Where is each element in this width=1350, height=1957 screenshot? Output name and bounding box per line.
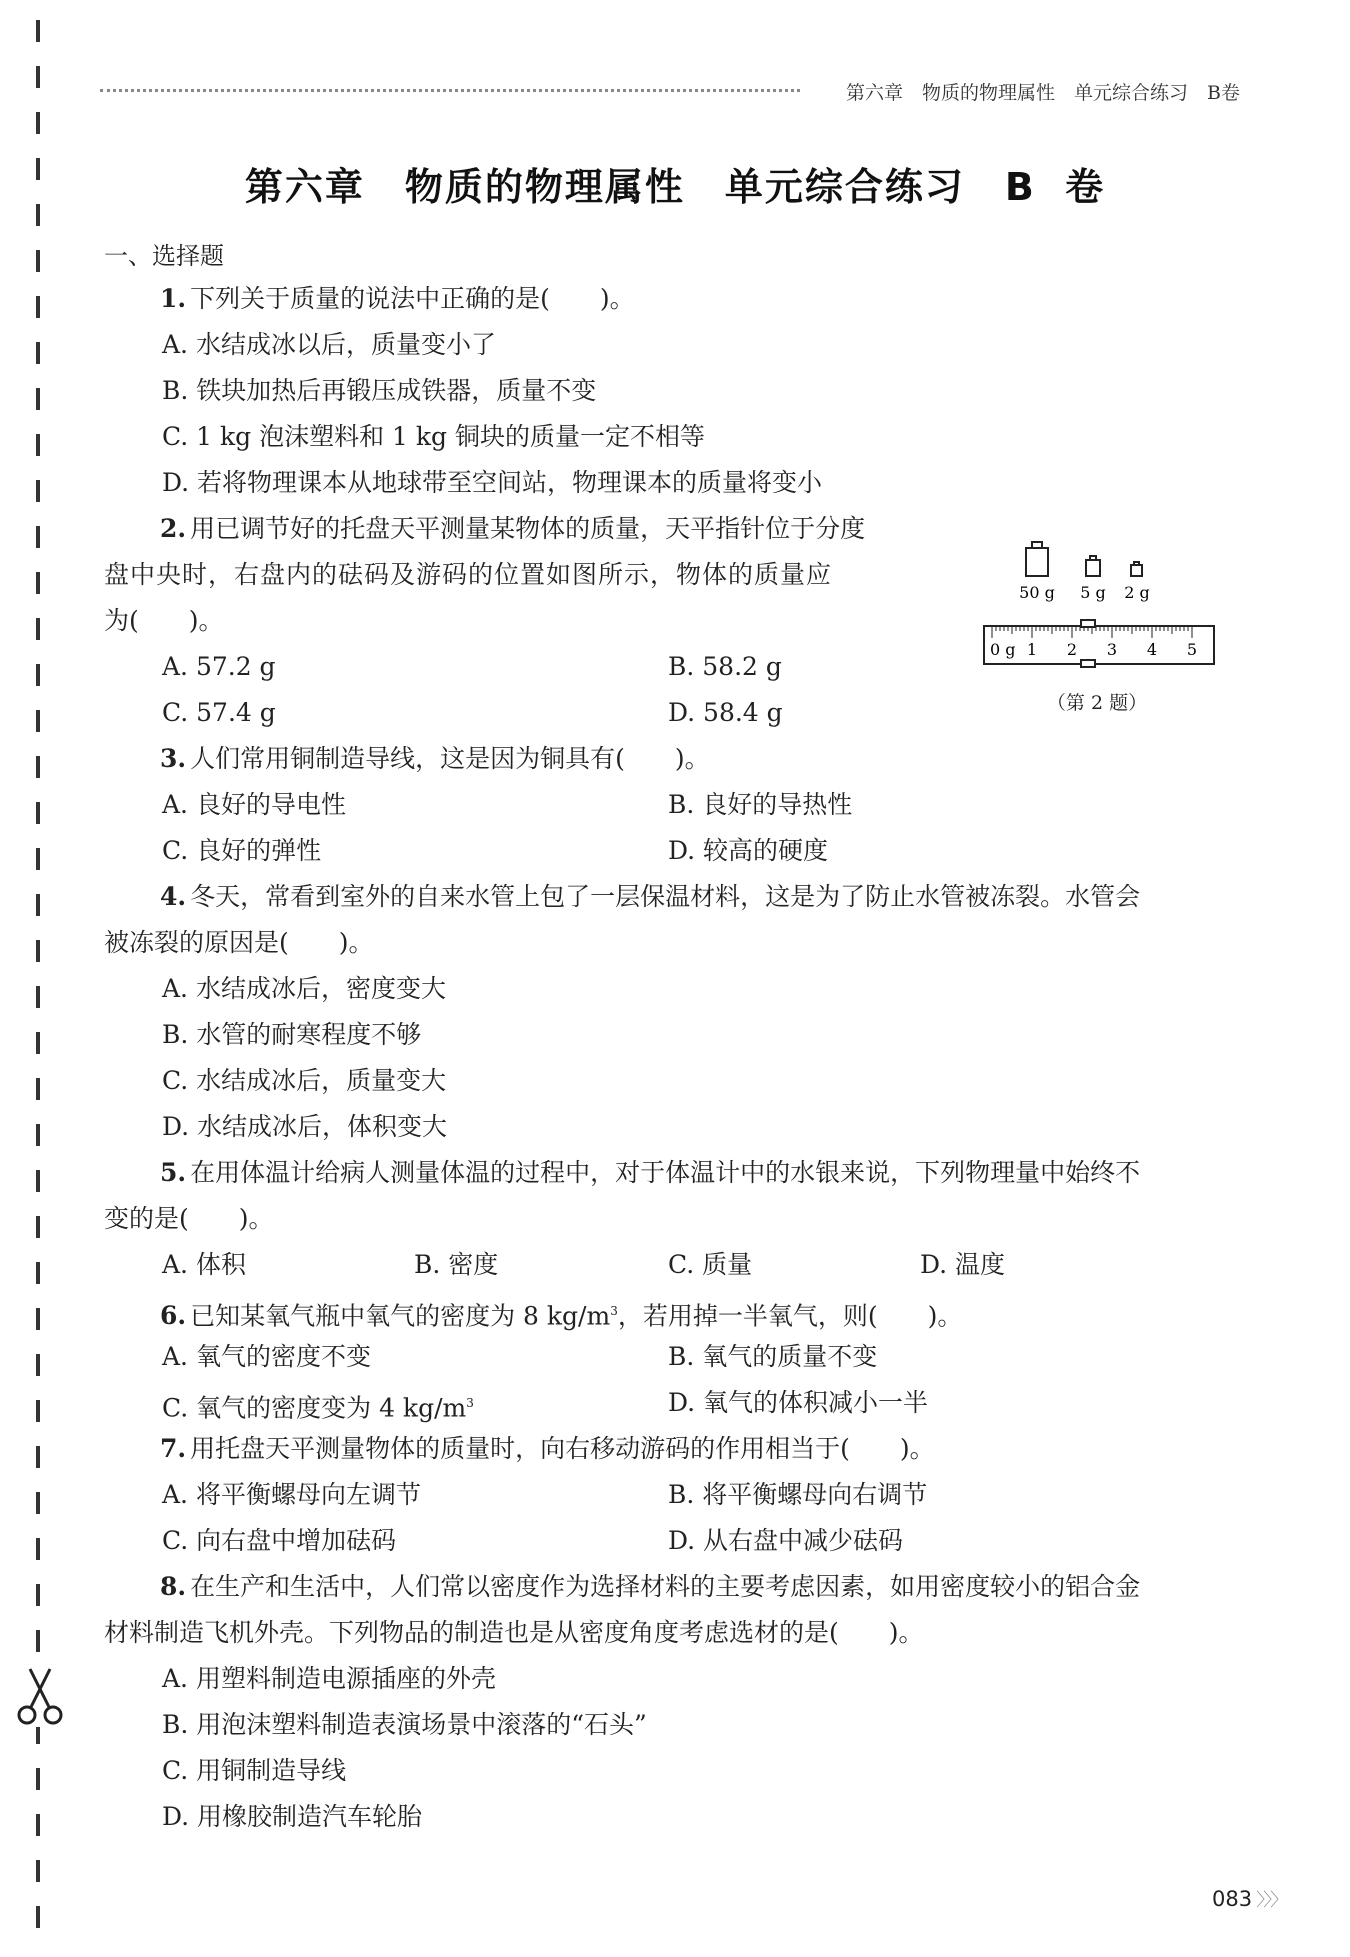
question-number: 2. [160,514,187,543]
question-8-stem-line2: 材料制造飞机外壳。下列物品的制造也是从密度角度考虑选材的是( )。 [104,1618,924,1647]
question-number: 7. [160,1434,187,1463]
question-number: 3. [160,744,187,773]
chevron-right-icon: 〉〉〉 [1256,1890,1287,1911]
question-5-stem-line1: 5. 在用体温计给病人测量体温的过程中，对于体温计中的水银来说，下列物理量中始终不 [160,1158,1141,1187]
q5-option-a: A. 体积 [162,1250,246,1279]
question-number: 5. [160,1158,187,1187]
rider-scale [984,626,1214,664]
q1-option-a: A. 水结成冰以后，质量变小了 [162,330,496,359]
q3-option-a: A. 良好的导电性 [162,790,346,819]
scale-label: 3 [1106,640,1118,659]
scale-label: 5 [1186,640,1198,659]
scale-label: 1 [1026,640,1038,659]
q3-option-b: B. 良好的导热性 [668,790,853,819]
cut-line [36,20,40,1940]
question-2-stem-line1: 2. 用已调节好的托盘天平测量某物体的质量，天平指针位于分度 [160,514,866,543]
superscript: 3 [610,1304,618,1318]
figure-caption: （第 2 题） [1046,692,1148,714]
q7-option-c: C. 向右盘中增加砝码 [162,1526,397,1555]
question-2-stem-line2: 盘中央时，右盘内的砝码及游码的位置如图所示，物体的质量应 [104,560,833,589]
q6-option-a: A. 氧气的密度不变 [162,1342,371,1371]
question-2-stem-line3: 为( )。 [104,606,224,635]
rider-top [1081,620,1095,627]
question-number: 6. [160,1301,187,1331]
q4-option-b: B. 水管的耐寒程度不够 [162,1020,422,1049]
q5-option-b: B. 密度 [414,1250,499,1279]
q2-option-c: C. 57.4 g [162,698,276,727]
q3-option-c: C. 良好的弹性 [162,836,322,865]
question-number: 4. [160,882,187,911]
question-8-stem-line1: 8. 在生产和生活中，人们常以密度作为选择材料的主要考虑因素，如用密度较小的铝合金 [160,1572,1141,1601]
scissors-icon [16,1665,64,1727]
question-3-stem: 3. 人们常用铜制造导线，这是因为铜具有( )。 [160,744,710,773]
question-7-stem: 7. 用托盘天平测量物体的质量时，向右移动游码的作用相当于( )。 [160,1434,935,1463]
q8-option-c: C. 用铜制造导线 [162,1756,347,1785]
q6-option-c: C. 氧气的密度变为 4 $kg/m^3$ [162,1393,474,1423]
q3-option-d: D. 较高的硬度 [668,836,829,865]
q1-option-c: C. 1 kg 泡沫塑料和 1 kg 铜块的质量一定不相等 [162,422,705,451]
q8-option-a: A. 用塑料制造电源插座的外壳 [162,1664,496,1693]
q8-option-b: B. 用泡沫塑料制造表演场景中滚落的“石头” [162,1710,647,1739]
page-number: 083 〉〉〉 [1212,1887,1287,1911]
q1-option-d: D. 若将物理课本从地球带至空间站，物理课本的质量将变小 [162,468,823,497]
weights-and-rider-diagram [974,538,1220,678]
running-header [100,78,1240,104]
running-title: 第六章 物质的物理属性 单元综合练习 B卷 [846,82,1240,104]
question-6-stem: 6. 已知某氧气瓶中氧气的密度为 8 $kg/m^3$，若用掉一半氧气，则( )。 [160,1301,963,1331]
q7-option-a: A. 将平衡螺母向左调节 [162,1480,421,1509]
section-heading: 一、选择题 [104,242,224,270]
question-4-stem-line1: 4. 冬天，常看到室外的自来水管上包了一层保温材料，这是为了防止水管被冻裂。水管会 [160,882,1141,911]
rider-marker [1081,620,1095,667]
q4-option-c: C. 水结成冰后，质量变大 [162,1066,447,1095]
q8-option-d: D. 用橡胶制造汽车轮胎 [162,1802,423,1831]
weight-5g-icon [1086,556,1100,576]
question-4-stem-line2: 被冻裂的原因是( )。 [104,928,374,957]
header-rule [100,89,800,92]
q7-option-d: D. 从右盘中减少砝码 [668,1526,904,1555]
balance-figure [974,538,1220,718]
scale-labels [990,640,1197,659]
weight-50g-icon [1026,542,1048,576]
question-number: 8. [160,1572,187,1601]
q5-option-c: C. 质量 [668,1250,753,1279]
q2-option-d: D. 58.4 g [668,698,783,727]
scale-label: 2 [1066,640,1078,659]
q7-option-b: B. 将平衡螺母向右调节 [668,1480,928,1509]
question-number: 1. [160,284,187,313]
weight-label: 2 g [1124,583,1150,602]
q1-option-b: B. 铁块加热后再锻压成铁器，质量不变 [162,376,597,405]
q5-option-d: D. 温度 [920,1250,1006,1279]
q4-option-a: A. 水结成冰后，密度变大 [162,974,446,1003]
weight-label: 5 g [1080,583,1106,602]
weight-label: 50 g [1019,583,1055,602]
question-1-stem: 1. 下列关于质量的说法中正确的是( )。 [160,284,635,313]
superscript: 3 [466,1396,474,1410]
scale-label: 0 g [990,640,1016,659]
q2-option-b: B. 58.2 g [668,652,782,681]
q6-option-b: B. 氧气的质量不变 [668,1342,878,1371]
scale-label: 4 [1146,640,1158,659]
weight-2g-icon [1131,562,1142,576]
q4-option-d: D. 水结成冰后，体积变大 [162,1112,448,1141]
question-5-stem-line2: 变的是( )。 [104,1204,274,1233]
q6-option-d: D. 氧气的体积减小一半 [668,1388,929,1417]
page-title: 第六章 物质的物理属性 单元综合练习 B 卷 [244,165,1106,209]
rider-bottom [1081,660,1095,667]
q2-option-a: A. 57.2 g [162,652,276,681]
